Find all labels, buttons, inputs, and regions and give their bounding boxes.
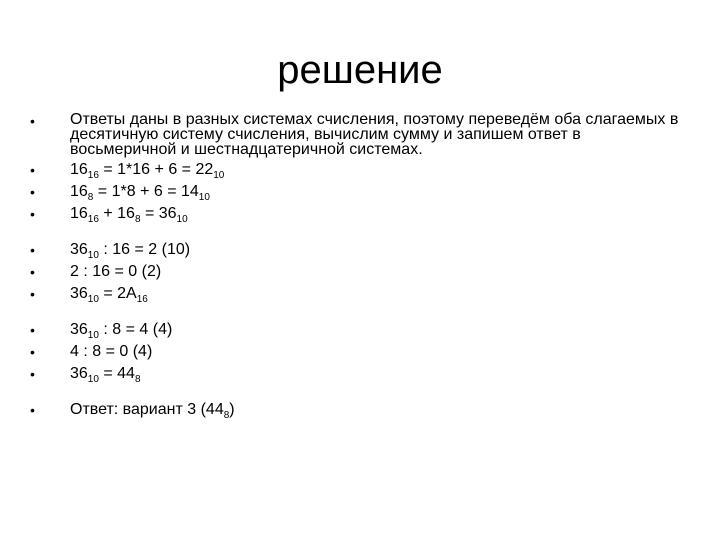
bullet-icon: • [30, 264, 35, 280]
list-item [30, 205, 680, 223]
list-item-text: 2 : 16 = 0 (2) [70, 263, 162, 280]
list-item-text: $36_{10}$ : 16 = 2 (10) [70, 241, 191, 261]
bullet-group [30, 321, 680, 383]
base-subscript: 10 [87, 250, 99, 261]
list-item [30, 343, 680, 361]
bullet-icon: • [30, 322, 35, 338]
list-item [30, 401, 680, 419]
list-item [30, 112, 680, 157]
slide-title: решение [277, 48, 443, 92]
base-subscript: 10 [213, 170, 225, 181]
base-subscript: 10 [87, 330, 99, 341]
bullet-list [30, 112, 680, 437]
bullet-icon: • [30, 162, 35, 178]
base-subscript: 10 [176, 214, 188, 225]
list-item [30, 161, 680, 179]
base-subscript: 16 [87, 214, 99, 225]
bullet-icon: • [30, 242, 35, 258]
base-subscript: 8 [134, 214, 141, 225]
list-item [30, 321, 680, 339]
list-item-text: $36_{10} = 44_8$ [70, 365, 141, 385]
list-item [30, 263, 680, 281]
bullet-icon: • [30, 286, 35, 302]
bullet-icon: • [30, 366, 35, 382]
base-subscript: 16 [136, 294, 148, 305]
list-item-text: 4 : 8 = 0 (4) [70, 343, 153, 360]
base-subscript: 8 [223, 410, 230, 421]
list-item [30, 365, 680, 383]
base-subscript: 10 [87, 374, 99, 385]
bullet-icon: • [30, 113, 35, 129]
list-item-text: Ответ: вариант 3 $(44_8)$ [70, 401, 235, 421]
list-item-text: $36_{10}$ : 8 = 4 (4) [70, 321, 173, 341]
bullet-group [30, 401, 680, 419]
base-subscript: 16 [87, 170, 99, 181]
bullet-icon: • [30, 206, 35, 222]
bullet-icon: • [30, 344, 35, 360]
list-item-text: $36_{10} = 2A_{16}$ [70, 285, 148, 305]
list-item-text: $16_{16} + 16_8 = 36_{10}$ [70, 205, 188, 225]
bullet-icon: • [30, 402, 35, 418]
bullet-group [30, 112, 680, 223]
bullet-group [30, 241, 680, 303]
bullet-icon: • [30, 184, 35, 200]
list-item-text: $16_8 = 1*8 + 6 = 14_{10}$ [70, 183, 210, 203]
list-item [30, 285, 680, 303]
list-item [30, 183, 680, 201]
list-item-text: $16_{16} = 1*16 + 6 = 22_{10}$ [70, 161, 225, 181]
base-subscript: 8 [87, 192, 94, 203]
list-item [30, 241, 680, 259]
base-subscript: 10 [198, 192, 210, 203]
list-item-text: Ответы даны в разных системах счисления, поэтому переведём оба слагаемых в десятичную систему счисления, вычислим сумму и запишем ответ в восьмеричной и шестнадцатеричной системах. [70, 111, 679, 158]
base-subscript: 8 [134, 374, 141, 385]
base-subscript: 10 [87, 294, 99, 305]
